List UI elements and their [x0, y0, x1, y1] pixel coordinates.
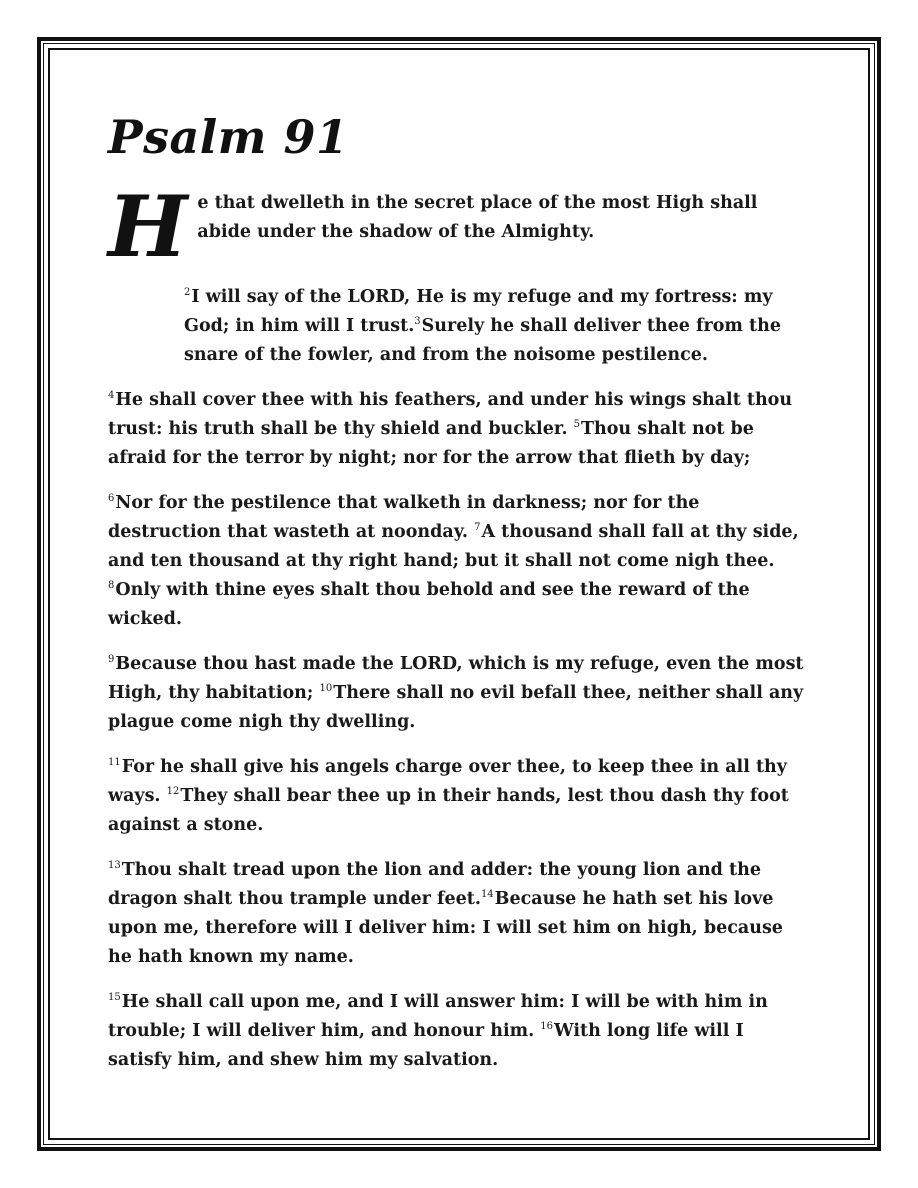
verse-paragraph: [108, 856, 808, 972]
verse-number: 12: [166, 785, 180, 797]
verse-text: He shall cover thee with his feathers, and under his wings shalt thou trust: his truth shall be thy shield and buckler.: [108, 389, 793, 439]
verse-number: 8: [108, 579, 115, 591]
verse-text: Surely he shall deliver thee from the snare of the fowler, and from the noisome pestilence.: [184, 315, 781, 365]
verse-text: For he shall give his angels charge over thee, to keep thee in all thy ways.: [108, 756, 787, 806]
verse-number: 2: [184, 286, 191, 298]
verse-text: Nor for the pestilence that walketh in darkness; nor for the destruction that wasteth at noonday.: [108, 492, 700, 542]
psalm-content: [108, 112, 808, 1091]
verse-number: 9: [108, 653, 115, 665]
verse-text: A thousand shall fall at thy side, and ten thousand at thy right hand; but it shall not come nigh thee.: [108, 521, 799, 571]
verse-paragraph: [108, 988, 808, 1075]
verse-number: 6: [108, 492, 115, 504]
verse-paragraph: [108, 283, 808, 370]
verse-1-text: e that dwelleth in the secret place of the most High shall abide under the shadow of the Almighty.: [197, 192, 758, 242]
verse-1-paragraph: [108, 176, 808, 276]
verse-number: 16: [540, 1020, 554, 1032]
verse-text: There shall no evil befall thee, neither shall any plague come nigh thy dwelling.: [108, 682, 804, 732]
verse-text: Because thou hast made the LORD, which is my refuge, even the most High, thy habitation;: [108, 653, 804, 703]
page-title: Psalm 91: [108, 110, 349, 164]
verse-number: 7: [474, 521, 481, 533]
verse-text: Thou shalt tread upon the lion and adder: the young lion and the dragon shalt thou trample under feet.: [108, 859, 761, 909]
verse-paragraph: [108, 489, 808, 634]
verse-text: Only with thine eyes shalt thou behold and see the reward of the wicked.: [108, 579, 750, 629]
verse-number: 5: [573, 418, 581, 430]
verse-paragraph: [108, 753, 808, 840]
verse-number: 4: [108, 389, 115, 401]
verse-number: 3: [414, 315, 421, 327]
verse-text: Thou shalt not be afraid for the terror by night; nor for the arrow that flieth by day;: [108, 418, 754, 468]
verse-number: 11: [108, 756, 121, 768]
drop-cap: H: [108, 176, 188, 276]
verse-paragraphs: [108, 283, 808, 1075]
verse-number: 13: [108, 859, 121, 871]
verse-text: With long life will I satisfy him, and shew him my salvation.: [108, 1020, 744, 1070]
verse-text: He shall call upon me, and I will answer him: I will be with him in trouble; I will deliver him, and honour him.: [108, 991, 768, 1041]
verse-text: They shall bear thee up in their hands, lest thou dash thy foot against a stone.: [108, 785, 789, 835]
verse-paragraph: [108, 386, 808, 473]
verse-paragraph: [108, 650, 808, 737]
verse-number: 10: [319, 682, 333, 694]
verse-number: 15: [108, 991, 121, 1003]
verse-text: I will say of the LORD, He is my refuge and my fortress: my God; in him will I trust.: [184, 286, 773, 336]
verse-text: Because he hath set his love upon me, therefore will I deliver him: I will set him on high, because he hath known my name.: [108, 888, 783, 967]
verse-number: 14: [480, 888, 494, 900]
